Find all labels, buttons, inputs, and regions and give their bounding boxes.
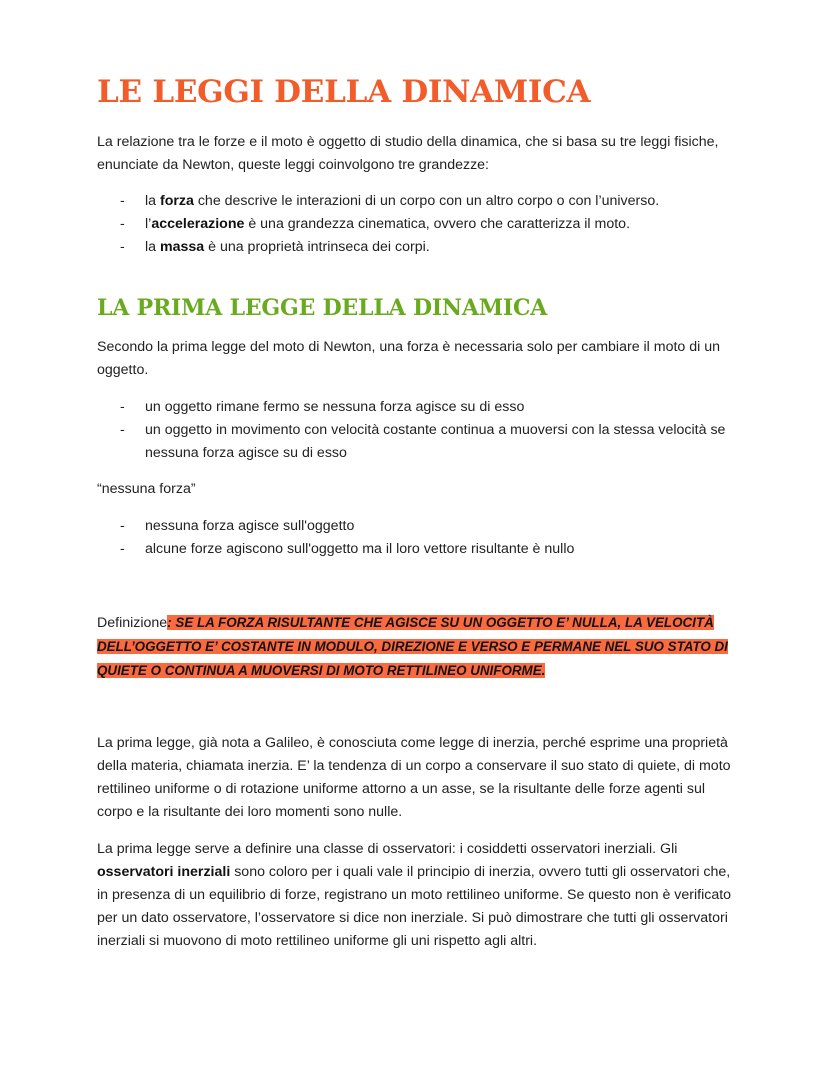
term-osservatori-inerziali: osservatori inerziali bbox=[97, 864, 231, 880]
inertia-paragraph: La prima legge, già nota a Galileo, è conosciuta come legge di inerzia, perché esprime una proprietà della materia, chiamata inerzia. E’ la tendenza di un corpo a conservare il suo stato di quiete, di moto rettilineo uniforme o di rotazione uniforme attorno a un asse, se la risultante delle forze agenti sul corpo e la risultante dei loro momenti sono nulle. bbox=[97, 735, 731, 820]
list-item: - nessuna forza agisce sull'oggetto bbox=[97, 515, 737, 538]
intro-text: La relazione tra le forze e il moto è oggetto di studio della dinamica, che si basa su tre leggi fisiche, enunciate da Newton, queste leggi coinvolgono tre grandezze: bbox=[97, 134, 719, 173]
cases-list bbox=[97, 396, 737, 465]
definition bbox=[97, 611, 737, 683]
section-title: LA PRIMA LEGGE DELLA DINAMICA bbox=[97, 295, 548, 321]
definition-label: Definizione bbox=[97, 615, 168, 631]
intro-paragraph bbox=[97, 131, 737, 177]
term-massa: massa bbox=[159, 239, 205, 255]
list-item: - alcune forze agiscono sull'oggetto ma il loro vettore risultante è nullo bbox=[97, 538, 737, 561]
list-item-accelerazione: - l’accelerazione è una grandezza cinematica, ovvero che caratterizza il moto. bbox=[97, 213, 737, 236]
quote-cases-list bbox=[97, 515, 737, 561]
section-intro: Secondo la prima legge del moto di Newton, una forza è necessaria solo per cambiare il moto di un oggetto. bbox=[97, 339, 721, 378]
list-item: - un oggetto in movimento con velocità costante continua a muoversi con la stessa velocità se nessuna forza agisce su di esso bbox=[97, 419, 737, 465]
definition-highlight: : SE LA FORZA RISULTANTE CHE AGISCE SU UN OGGETTO E’ NULLA, LA VELOCITÀ DELL’OGGETTO E’ COSTANTE IN MODULO, DIREZIONE E VERSO E PERMANE NEL SUO STATO DI QUIETE O CONTINUA A MUOVERSI DI MOTO RETTILINEO UNIFORME. bbox=[97, 615, 728, 678]
term-forza: forza bbox=[159, 193, 194, 209]
list-item: - un oggetto rimane fermo se nessuna forza agisce su di esso bbox=[97, 396, 737, 419]
list-item-forza: - la forza che descrive le interazioni di un corpo con un altro corpo o con l’universo. bbox=[97, 190, 737, 213]
quantities-list bbox=[97, 190, 737, 259]
list-item-massa: - la massa è una proprietà intrinseca dei corpi. bbox=[97, 236, 737, 259]
quote-label: “nessuna forza” bbox=[97, 481, 196, 497]
term-accelerazione: accelerazione bbox=[151, 216, 245, 232]
observers-paragraph: La prima legge serve a definire una classe di osservatori: i cosiddetti osservatori inerziali. Gli osservatori inerziali sono coloro per i quali vale il principio di inerzia, ovvero tutti gli osservatori che, in presenza di un equilibrio di forze, registrano un moto rettilineo uniforme. Se questo non è verificato per un dato osservatore, l’osservatore si dice non inerziale. Si può dimostrare che tutti gli osservatori inerziali si muovono di moto rettilineo uniforme gli uni rispetto agli altri. bbox=[97, 841, 732, 949]
page-title: LE LEGGI DELLA DINAMICA bbox=[97, 74, 591, 110]
